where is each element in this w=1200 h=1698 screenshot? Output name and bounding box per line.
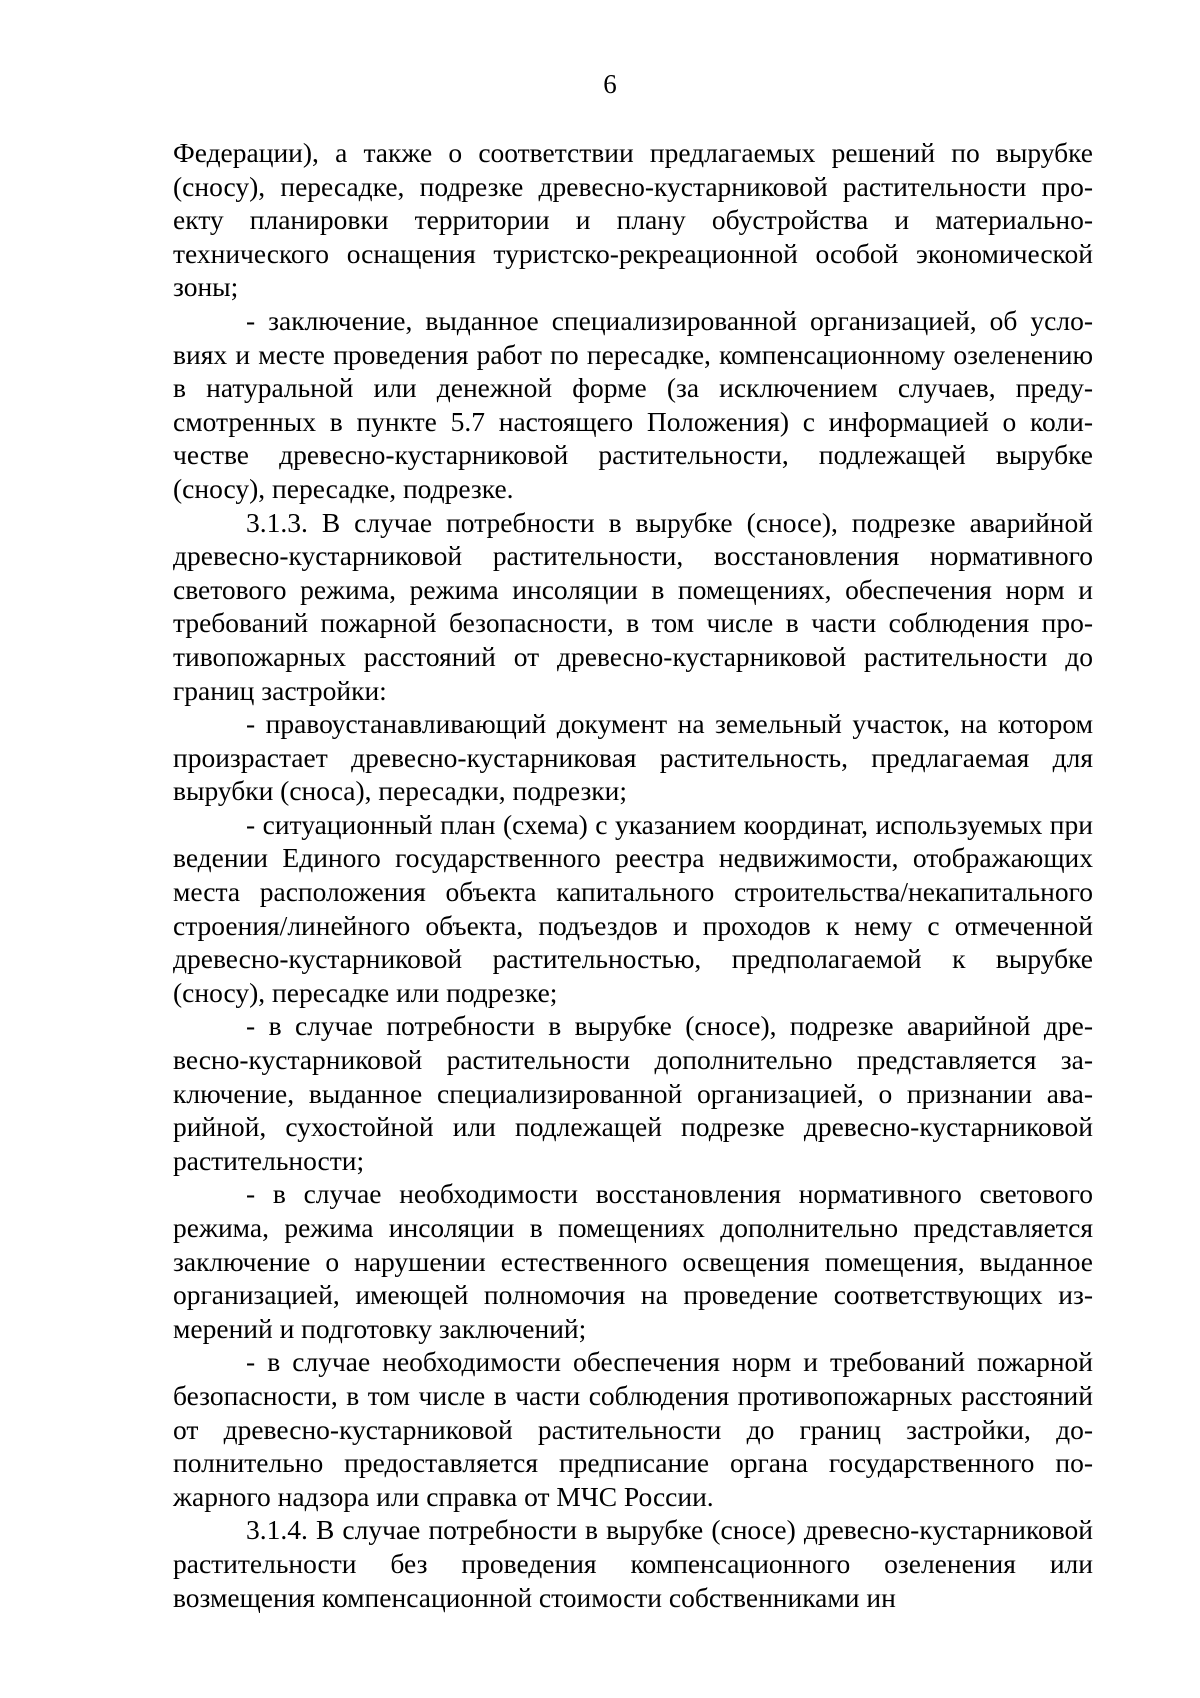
document-body xyxy=(173,136,1093,1614)
paragraph-item-situational-plan: - ситуационный план (схема) с указанием координат, используемых при ведении Единого государственного реестра недвижимости, отображающих места расположения объекта капитального строительства/некапитального строения/линейного объекта, подъездов и проходов к нему с отмеченной древесно-кустарниковой растительностью, предполагаемой к вырубке (сносу), пересадке или подрезке; xyxy=(173,808,1093,1008)
paragraph-item-specialized-conclusion: - заключение, выданное специализированной организацией, об условиях и месте проведения работ по пересадке, компенсационному озеленению в натуральной или денежной форме (за исключением случаев, предусмотренных в пункте 5.7 настоящего Положения) с информацией о количестве древесно-кустарниковой растительности, подлежащей вырубке (сносу), пересадке, подрезке. xyxy=(173,304,1093,504)
paragraph-continuation: Федерации), а также о соответствии предлагаемых решений по вырубке (сносу), пересадке, подрезке древесно-кустарниковой растительности проекту планировки территории и плану обустройства и материально-технического оснащения туристско-рекреационной особой экономической зоны; xyxy=(173,137,1093,303)
paragraph-item-fire-safety: - в случае необходимости обеспечения норм и требований пожарной безопасности, в том числе в части соблюдения противопожарных расстояний от древесно-кустарниковой растительности до границ застройки, дополнительно предоставляется предписание органа государственного пожарного надзора или справка от МЧС России. xyxy=(173,1346,1093,1512)
paragraph-item-light-regime: - в случае необходимости восстановления нормативного светового режима, режима инсоляции в помещениях дополнительно представляется заключение о нарушении естественного освещения помещения, выданное организацией, имеющей полномочия на проведение соответствующих измерений и подготовку заключений; xyxy=(173,1178,1093,1344)
paragraph-item-emergency-vegetation: - в случае потребности в вырубке (сносе), подрезке аварийной древесно-кустарниковой растительности дополнительно представляется заключение, выданное специализированной организацией, о признании аварийной, сухостойной или подлежащей подрезке древесно-кустарниковой растительности; xyxy=(173,1010,1093,1176)
paragraph-item-title-document: - правоустанавливающий документ на земельный участок, на котором произрастает древесно-кустарниковая растительность, предлагаемая для вырубки (сноса), пересадки, подрезки; xyxy=(173,708,1093,807)
paragraph-section-3-1-4: 3.1.4. В случае потребности в вырубке (сносе) древесно-кустарниковой растительности без проведения компенсационного озеленения или возмещения компенсационной стоимости собственниками ин xyxy=(173,1514,1093,1613)
page-number: 6 xyxy=(603,69,617,99)
paragraph-section-3-1-3: 3.1.3. В случае потребности в вырубке (сносе), подрезке аварийной древесно-кустарниковой растительности, восстановления нормативного светового режима, режима инсоляции в помещениях, обеспечения норм и требований пожарной безопасности, в том числе в части соблюдения противопожарных расстояний от древесно-кустарниковой растительности до границ застройки: xyxy=(173,506,1093,706)
